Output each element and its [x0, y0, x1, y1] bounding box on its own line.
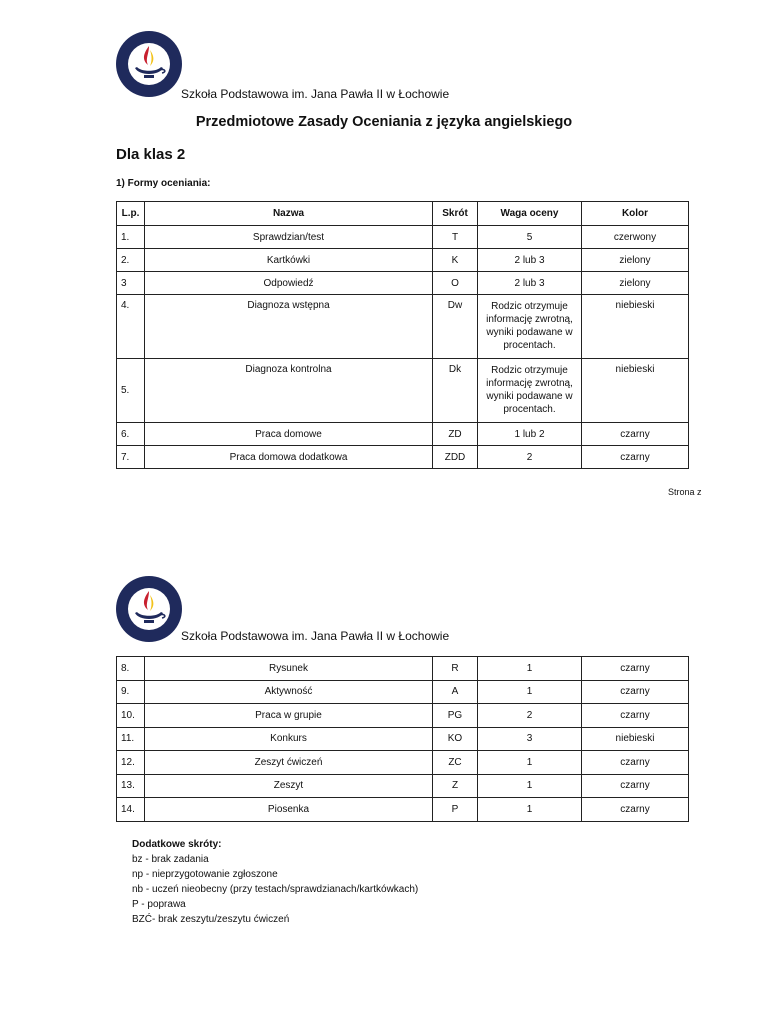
row-color: niebieski	[582, 359, 689, 423]
row-weight: 1	[478, 657, 582, 681]
row-weight: 2	[478, 704, 582, 728]
row-weight: 1	[478, 798, 582, 822]
row-abbr: T	[433, 226, 478, 249]
row-name: Praca w grupie	[145, 704, 433, 728]
row-abbr: Dw	[433, 295, 478, 359]
row-weight: 3	[478, 727, 582, 751]
row-abbr: Z	[433, 774, 478, 798]
row-abbr: O	[433, 272, 478, 295]
row-color: czarny	[582, 704, 689, 728]
row-name: Rysunek	[145, 657, 433, 681]
row-lp: 13.	[117, 774, 145, 798]
table-row	[117, 295, 689, 359]
row-color: czarny	[582, 657, 689, 681]
row-name: Diagnoza wstępna	[145, 295, 433, 359]
notes-item: BZĆ- brak zeszytu/zeszytu ćwiczeń	[132, 914, 290, 925]
row-abbr: PG	[433, 704, 478, 728]
school-name: Szkoła Podstawowa im. Jana Pawła II w Łochowie	[181, 629, 450, 643]
row-lp: 10.	[117, 704, 145, 728]
notes-item: nb - uczeń nieobecny (przy testach/sprawdzianach/kartkówkach)	[132, 884, 419, 895]
row-lp: 12.	[117, 751, 145, 775]
row-name: Aktywność	[145, 680, 433, 704]
grading-table-page2	[116, 656, 689, 822]
table-row	[117, 359, 689, 423]
row-weight: 1	[478, 751, 582, 775]
row-name: Odpowiedź	[145, 272, 433, 295]
row-abbr: ZDD	[433, 446, 478, 469]
row-lp: 11.	[117, 727, 145, 751]
header-lp: L.p.	[117, 202, 145, 226]
table-row	[117, 226, 689, 249]
row-name: Kartkówki	[145, 249, 433, 272]
row-weight: 2	[478, 446, 582, 469]
row-lp: 5.	[117, 359, 145, 423]
notes-item: np - nieprzygotowanie zgłoszone	[132, 869, 278, 880]
row-color: czarny	[582, 680, 689, 704]
row-lp: 9.	[117, 680, 145, 704]
row-lp: 4.	[117, 295, 145, 359]
header-name: Nazwa	[145, 202, 433, 226]
table-row	[117, 751, 689, 775]
row-name: Zeszyt	[145, 774, 433, 798]
school-name: Szkoła Podstawowa im. Jana Pawła II w Łochowie	[181, 87, 450, 101]
notes-item: bz - brak zadania	[132, 854, 209, 865]
row-abbr: P	[433, 798, 478, 822]
row-name: Praca domowe	[145, 423, 433, 446]
row-name: Konkurs	[145, 727, 433, 751]
row-weight: 1	[478, 774, 582, 798]
row-abbr: ZD	[433, 423, 478, 446]
table-header-row	[117, 202, 689, 226]
row-abbr: K	[433, 249, 478, 272]
row-abbr: R	[433, 657, 478, 681]
row-abbr: A	[433, 680, 478, 704]
school-logo	[115, 575, 183, 643]
row-color: czarny	[582, 423, 689, 446]
table-row	[117, 657, 689, 681]
row-weight: 2 lub 3	[478, 249, 582, 272]
table-row	[117, 680, 689, 704]
row-weight: Rodzic otrzymuje informację zwrotną, wyniki podawane w procentach.	[478, 359, 582, 423]
row-color: zielony	[582, 249, 689, 272]
table-row	[117, 798, 689, 822]
row-lp: 14.	[117, 798, 145, 822]
table-row	[117, 272, 689, 295]
table-row	[117, 446, 689, 469]
row-color: czarny	[582, 751, 689, 775]
row-color: zielony	[582, 272, 689, 295]
row-color: czerwony	[582, 226, 689, 249]
header-color: Kolor	[582, 202, 689, 226]
row-weight: 1	[478, 680, 582, 704]
table-row	[117, 727, 689, 751]
row-abbr: Dk	[433, 359, 478, 423]
row-color: czarny	[582, 798, 689, 822]
row-weight: 5	[478, 226, 582, 249]
row-weight: 2 lub 3	[478, 272, 582, 295]
table-row	[117, 704, 689, 728]
document-title: Przedmiotowe Zasady Oceniania z języka angielskiego	[195, 114, 573, 130]
row-weight: 1 lub 2	[478, 423, 582, 446]
row-abbr: KO	[433, 727, 478, 751]
row-color: niebieski	[582, 727, 689, 751]
grading-table-page1	[116, 201, 689, 469]
header-weight: Waga oceny	[478, 202, 582, 226]
row-name: Praca domowa dodatkowa	[145, 446, 433, 469]
row-color: niebieski	[582, 295, 689, 359]
row-lp: 6.	[117, 423, 145, 446]
row-color: czarny	[582, 774, 689, 798]
notes-title: Dodatkowe skróty:	[132, 839, 222, 850]
row-lp: 3	[117, 272, 145, 295]
notes-item: P - poprawa	[132, 899, 186, 910]
row-color: czarny	[582, 446, 689, 469]
additional-abbreviations	[132, 837, 418, 927]
class-heading: Dla klas 2	[116, 146, 186, 163]
table-row	[117, 423, 689, 446]
row-name: Zeszyt ćwiczeń	[145, 751, 433, 775]
section-heading: 1) Formy oceniania:	[116, 178, 211, 189]
row-lp: 7.	[117, 446, 145, 469]
page-number: Strona z	[668, 487, 702, 497]
row-name: Sprawdzian/test	[145, 226, 433, 249]
table-row	[117, 774, 689, 798]
school-logo	[115, 30, 183, 98]
row-name: Diagnoza kontrolna	[145, 359, 433, 423]
table-row	[117, 249, 689, 272]
row-lp: 8.	[117, 657, 145, 681]
row-lp: 2.	[117, 249, 145, 272]
row-name: Piosenka	[145, 798, 433, 822]
header-abbr: Skrót	[433, 202, 478, 226]
row-abbr: ZC	[433, 751, 478, 775]
row-lp: 1.	[117, 226, 145, 249]
row-weight: Rodzic otrzymuje informację zwrotną, wyniki podawane w procentach.	[478, 295, 582, 359]
